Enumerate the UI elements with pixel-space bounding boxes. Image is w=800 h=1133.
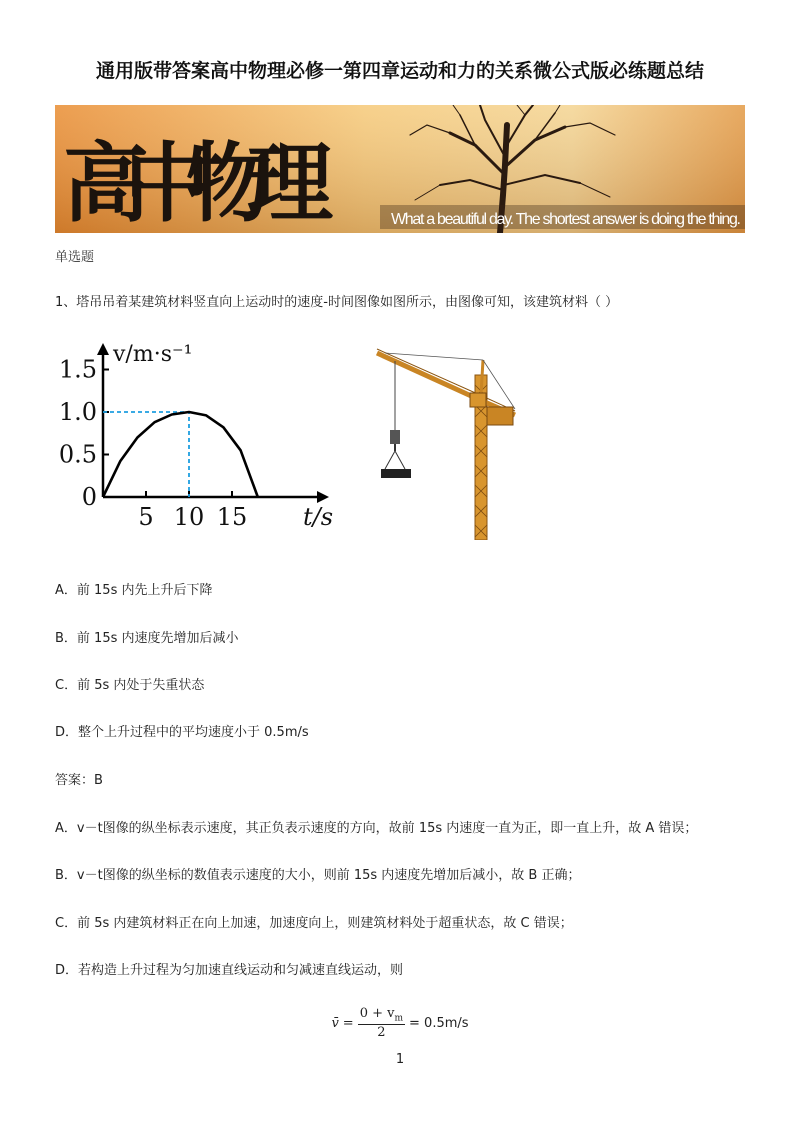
average-velocity-formula: v̄ = $\frac{0 + v_m}{2}$ = 0.5m/s <box>331 1006 469 1041</box>
option-d: D．整个上升过程中的平均速度小于 0.5m/s <box>55 725 309 740</box>
formula-rhs: = 0.5m/s <box>409 1015 469 1031</box>
x-tick-label: 5 <box>138 503 154 531</box>
y-tick-label: 0.5 <box>58 440 97 469</box>
page-number: 1 <box>395 1052 405 1067</box>
y-tick-label: 1.5 <box>58 355 97 384</box>
option-a: A．前 15s 内先上升后下降 <box>55 583 213 598</box>
y-tick-label: 1.0 <box>58 398 97 426</box>
formula-numerator-sub: m <box>394 1013 404 1024</box>
velocity-curve <box>103 412 258 497</box>
y-tick-label: 0 <box>81 483 97 511</box>
banner-slogan: What a beautiful day. The shortest answer is doing the thing. <box>391 211 741 228</box>
formula-lhs: v̄ <box>331 1015 339 1031</box>
section-heading: 单选题 <box>55 250 95 265</box>
formula-numerator: 0 + v <box>359 1006 395 1021</box>
x-tick-label: 10 <box>173 503 205 531</box>
formula-denominator: 2 <box>377 1025 386 1041</box>
y-axis-label: v/m·s⁻¹ <box>113 342 193 367</box>
page-title: 通用版带答案高中物理必修一第四章运动和力的关系微公式版必练题总结 <box>95 60 704 82</box>
banner-image <box>55 105 745 233</box>
explanation-c: C．前 5s 内建筑材料正在向上加速，加速度向上，则建筑材料处于超重状态，故 C 错误； <box>55 916 573 931</box>
x-axis-label: t/s <box>303 503 334 531</box>
explanation-b: B．v－t图像的纵坐标的数值表示速度的大小，则前 15s 内速度先增加后减小，故 B 正确； <box>55 868 581 883</box>
y-axis-arrow <box>97 343 109 355</box>
tower-crane-image <box>375 345 525 544</box>
question-text: 1、塔吊吊着某建筑材料竖直向上运动时的速度-时间图像如图所示，由图像可知，该建筑材料（ ） <box>55 295 619 310</box>
x-tick-label: 15 <box>216 503 248 531</box>
answer-text: 答案：B <box>55 773 103 788</box>
explanation-a: A．v－t图像的纵坐标表示速度，其正负表示速度的方向，故前 15s 内速度一直为正，即一直上升，故 A 错误； <box>55 821 698 836</box>
option-c: C．前 5s 内处于失重状态 <box>55 678 205 693</box>
explanation-d: D．若构造上升过程为匀加速直线运动和匀减速直线运动，则 <box>55 963 404 978</box>
x-axis-arrow <box>317 491 329 503</box>
banner-text: 高中物理 <box>63 133 333 233</box>
vt-graph <box>55 337 335 541</box>
peak-guide-line <box>103 412 189 497</box>
option-b: B．前 15s 内速度先增加后减小 <box>55 631 239 646</box>
